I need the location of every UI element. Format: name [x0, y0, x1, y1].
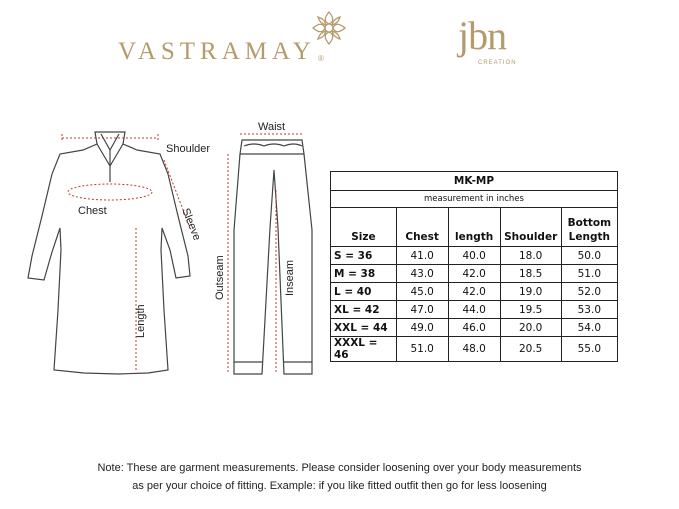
label-shoulder: Shoulder: [166, 143, 211, 155]
chest-measure-line: [68, 184, 152, 200]
brand-name: VASTRAMAY: [118, 38, 316, 65]
table-row: XL = 42 47.0 44.0 19.5 53.0: [331, 301, 618, 319]
header-bottom-length: Bottom Length: [561, 208, 617, 247]
label-sleeve: Sleeve: [179, 206, 203, 243]
note-line-2: as per your choice of fitting. Example: if you like fitted outfit then go for less loosening: [132, 480, 547, 492]
header-length: length: [448, 208, 500, 247]
garment-diagram: [18, 110, 338, 400]
partner-logo-sub: CREATION: [478, 60, 517, 66]
table-header-row: [331, 208, 618, 247]
kurta-diagram-icon: [28, 132, 190, 374]
table-row: S = 36 41.0 40.0 18.0 50.0: [331, 247, 618, 265]
registered-mark: ®: [318, 54, 324, 63]
note-line-1: Note: These are garment measurements. Please consider loosening over your body measurements: [97, 462, 582, 474]
fitting-note: [0, 459, 679, 495]
table-row: L = 40 45.0 42.0 19.0 52.0: [331, 283, 618, 301]
label-outseam: Outseam: [214, 255, 226, 300]
label-chest: Chest: [78, 205, 107, 217]
pant-diagram-icon: [234, 140, 312, 374]
label-waist: Waist: [258, 121, 286, 133]
partner-logo: jbn: [458, 13, 507, 58]
header-chest: Chest: [396, 208, 448, 247]
table-subtitle: measurement in inches: [331, 191, 618, 208]
table-row: XXL = 44 49.0 46.0 20.0 54.0: [331, 319, 618, 337]
header-shoulder: Shoulder: [500, 208, 561, 247]
table-row: M = 38 43.0 42.0 18.5 51.0: [331, 265, 618, 283]
header-size: Size: [331, 208, 397, 247]
label-inseam: Inseam: [284, 259, 296, 296]
table-title: MK-MP: [331, 172, 618, 191]
table-row: XXXL = 46 51.0 48.0 20.5 55.0: [331, 337, 618, 362]
size-chart-table: [330, 171, 618, 362]
label-length: Length: [135, 304, 147, 338]
